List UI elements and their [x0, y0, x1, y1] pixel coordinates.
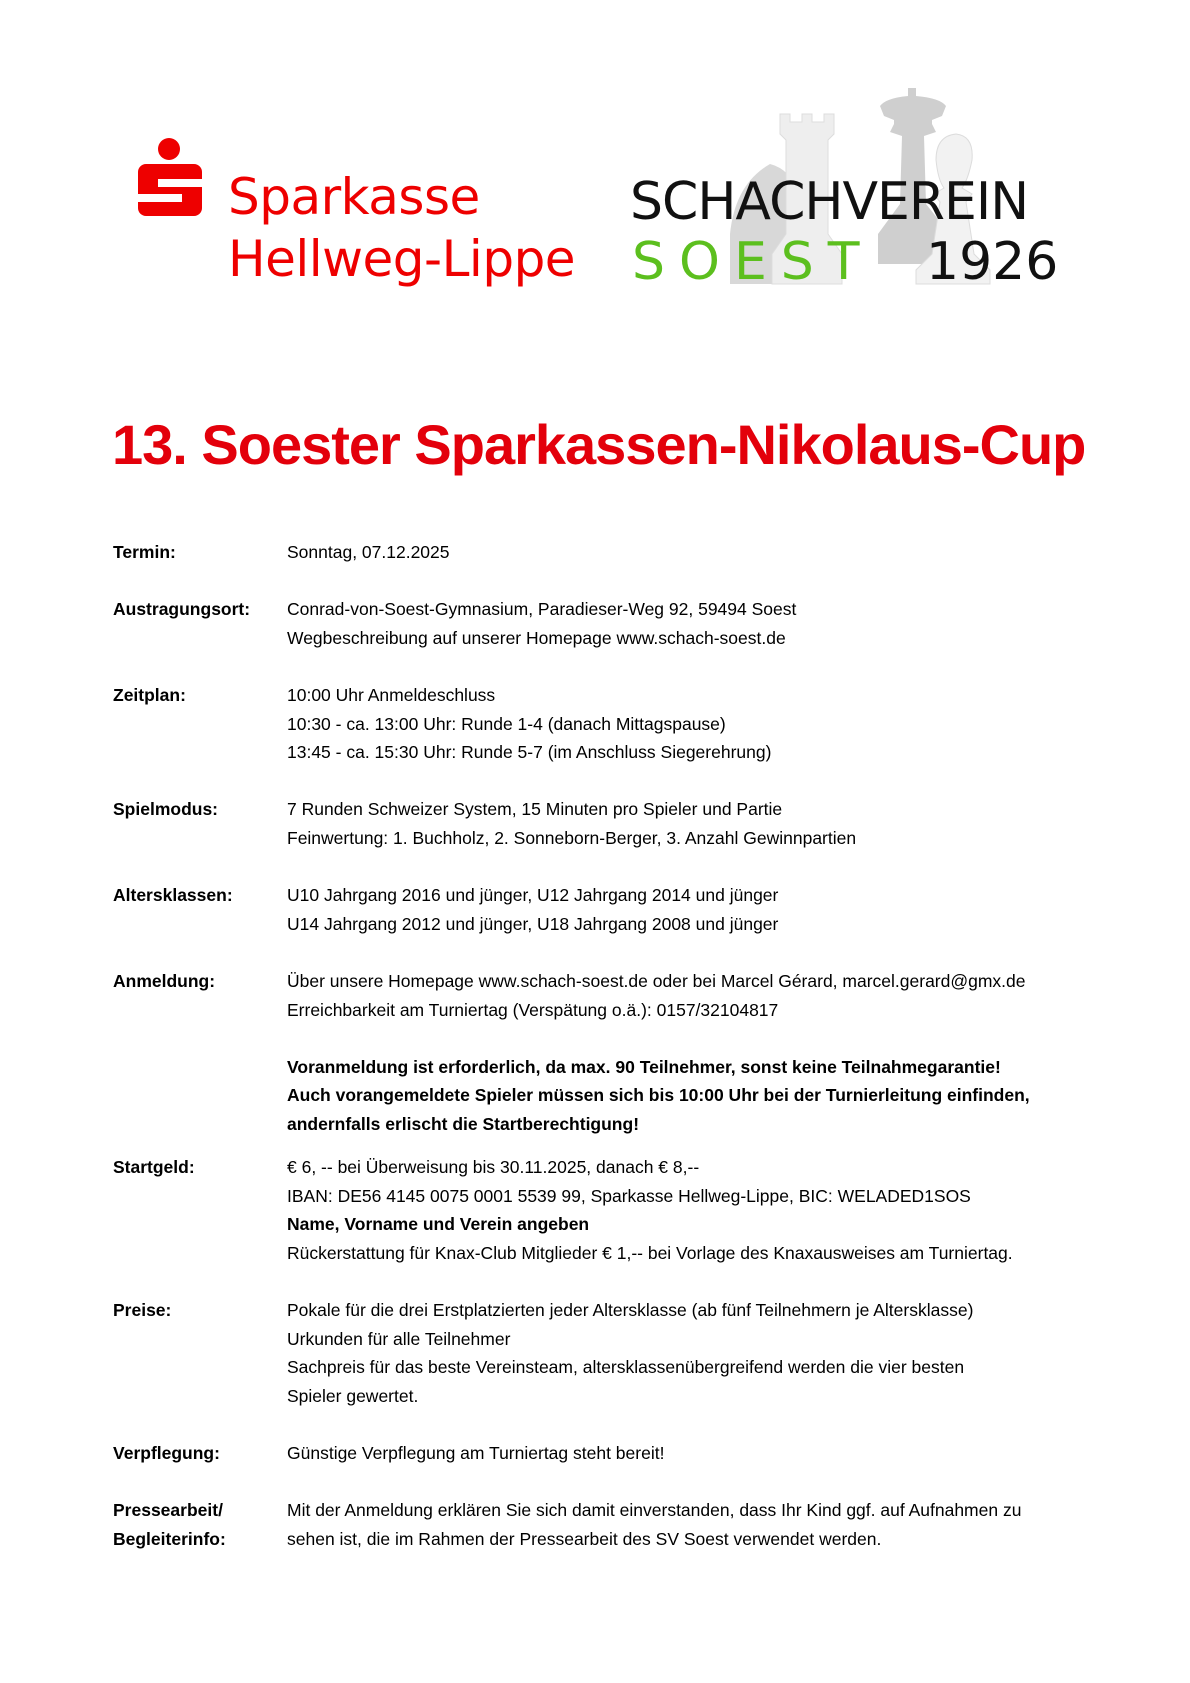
- section-line: Mit der Anmeldung erklären Sie sich damit einverstanden, dass Ihr Kind ggf. auf Aufnahmen zu: [287, 1500, 1022, 1520]
- section-line: Urkunden für alle Teilnehmer: [287, 1328, 511, 1349]
- section-line: IBAN: DE56 4145 0075 0001 5539 99, Sparkasse Hellweg-Lippe, BIC: WELADED1SOS: [287, 1185, 971, 1206]
- section-line: Günstige Verpflegung am Turniertag steht bereit!: [287, 1443, 665, 1463]
- schachverein-name: SCHACHVEREIN: [630, 172, 1029, 232]
- section-line: Pokale für die drei Erstplatzierten jeder Altersklasse (ab fünf Teilnehmern je Altersklasse): [287, 1300, 974, 1320]
- section-line: Sachpreis für das beste Vereinsteam, altersklassenübergreifend werden die vier besten: [287, 1357, 965, 1377]
- sparkasse-logo: [138, 136, 578, 296]
- sparkasse-name: Sparkasse: [228, 168, 480, 226]
- section-label: Anmeldung:: [113, 971, 216, 991]
- section-label: Startgeld:: [113, 1157, 195, 1177]
- section-label: Begleiterinfo:: [113, 1528, 226, 1549]
- section-line: Feinwertung: 1. Buchholz, 2. Sonneborn-Berger, 3. Anzahl Gewinnpartien: [287, 827, 857, 848]
- section-label: Preise:: [113, 1300, 172, 1320]
- section-line: 10:30 - ca. 13:00 Uhr: Runde 1-4 (danach Mittagspause): [287, 713, 726, 734]
- section-line: 13:45 - ca. 15:30 Uhr: Runde 5-7 (im Anschluss Siegerehrung): [287, 742, 772, 762]
- section-line: U14 Jahrgang 2012 und jünger, U18 Jahrgang 2008 und jünger: [287, 913, 779, 934]
- section-notice-line: Voranmeldung ist erforderlich, da max. 90 Teilnehmer, sonst keine Teilnahmegarantie!: [287, 1056, 1001, 1077]
- section-line: 7 Runden Schweizer System, 15 Minuten pro Spieler und Partie: [287, 799, 783, 819]
- section-line: Über unsere Homepage www.schach-soest.de oder bei Marcel Gérard, marcel.gerard@gmx.de: [287, 971, 1026, 991]
- section-line: sehen ist, die im Rahmen der Pressearbeit des SV Soest verwendet werden.: [287, 1528, 882, 1549]
- section-line: € 6, -- bei Überweisung bis 30.11.2025, danach € 8,--: [287, 1157, 700, 1177]
- page-title: 13. Soester Sparkassen-Nikolaus-Cup: [112, 413, 1086, 476]
- section-line: Conrad-von-Soest-Gymnasium, Paradieser-Weg 92, 59494 Soest: [287, 599, 797, 619]
- section-line: Rückerstattung für Knax-Club Mitglieder € 1,-- bei Vorlage des Knaxausweises am Turniertag.: [287, 1242, 1013, 1263]
- section-line: Erreichbarkeit am Turniertag (Verspätung o.ä.): 0157/32104817: [287, 999, 779, 1020]
- section-line: Name, Vorname und Verein angeben: [287, 1214, 590, 1234]
- sparkasse-region: Hellweg-Lippe: [228, 230, 576, 288]
- section-label: Zeitplan:: [113, 685, 186, 705]
- section-line: U10 Jahrgang 2016 und jünger, U12 Jahrgang 2014 und jünger: [287, 885, 779, 905]
- schachverein-city: SOEST: [632, 232, 874, 292]
- section-label: Austragungsort:: [113, 599, 251, 619]
- sparkasse-s-icon: [138, 136, 202, 220]
- schachverein-logo: [630, 84, 1070, 304]
- section-line: 10:00 Uhr Anmeldeschluss: [287, 685, 496, 705]
- section-label: Spielmodus:: [113, 799, 219, 819]
- section-notice-line: Auch vorangemeldete Spieler müssen sich bis 10:00 Uhr bei der Turnierleitung einfinden,: [287, 1085, 1030, 1105]
- section-line: Sonntag, 07.12.2025: [287, 542, 450, 562]
- section-label: Altersklassen:: [113, 885, 233, 905]
- section-label: Pressearbeit/: [113, 1500, 223, 1520]
- section-notice-line: andernfalls erlischt die Startberechtigung!: [287, 1113, 640, 1134]
- schachverein-year: 1926: [926, 232, 1059, 292]
- section-line: Wegbeschreibung auf unserer Homepage www.schach-soest.de: [287, 627, 786, 648]
- section-line: Spieler gewertet.: [287, 1385, 419, 1406]
- section-label: Termin:: [113, 542, 176, 562]
- section-label: Verpflegung:: [113, 1443, 220, 1463]
